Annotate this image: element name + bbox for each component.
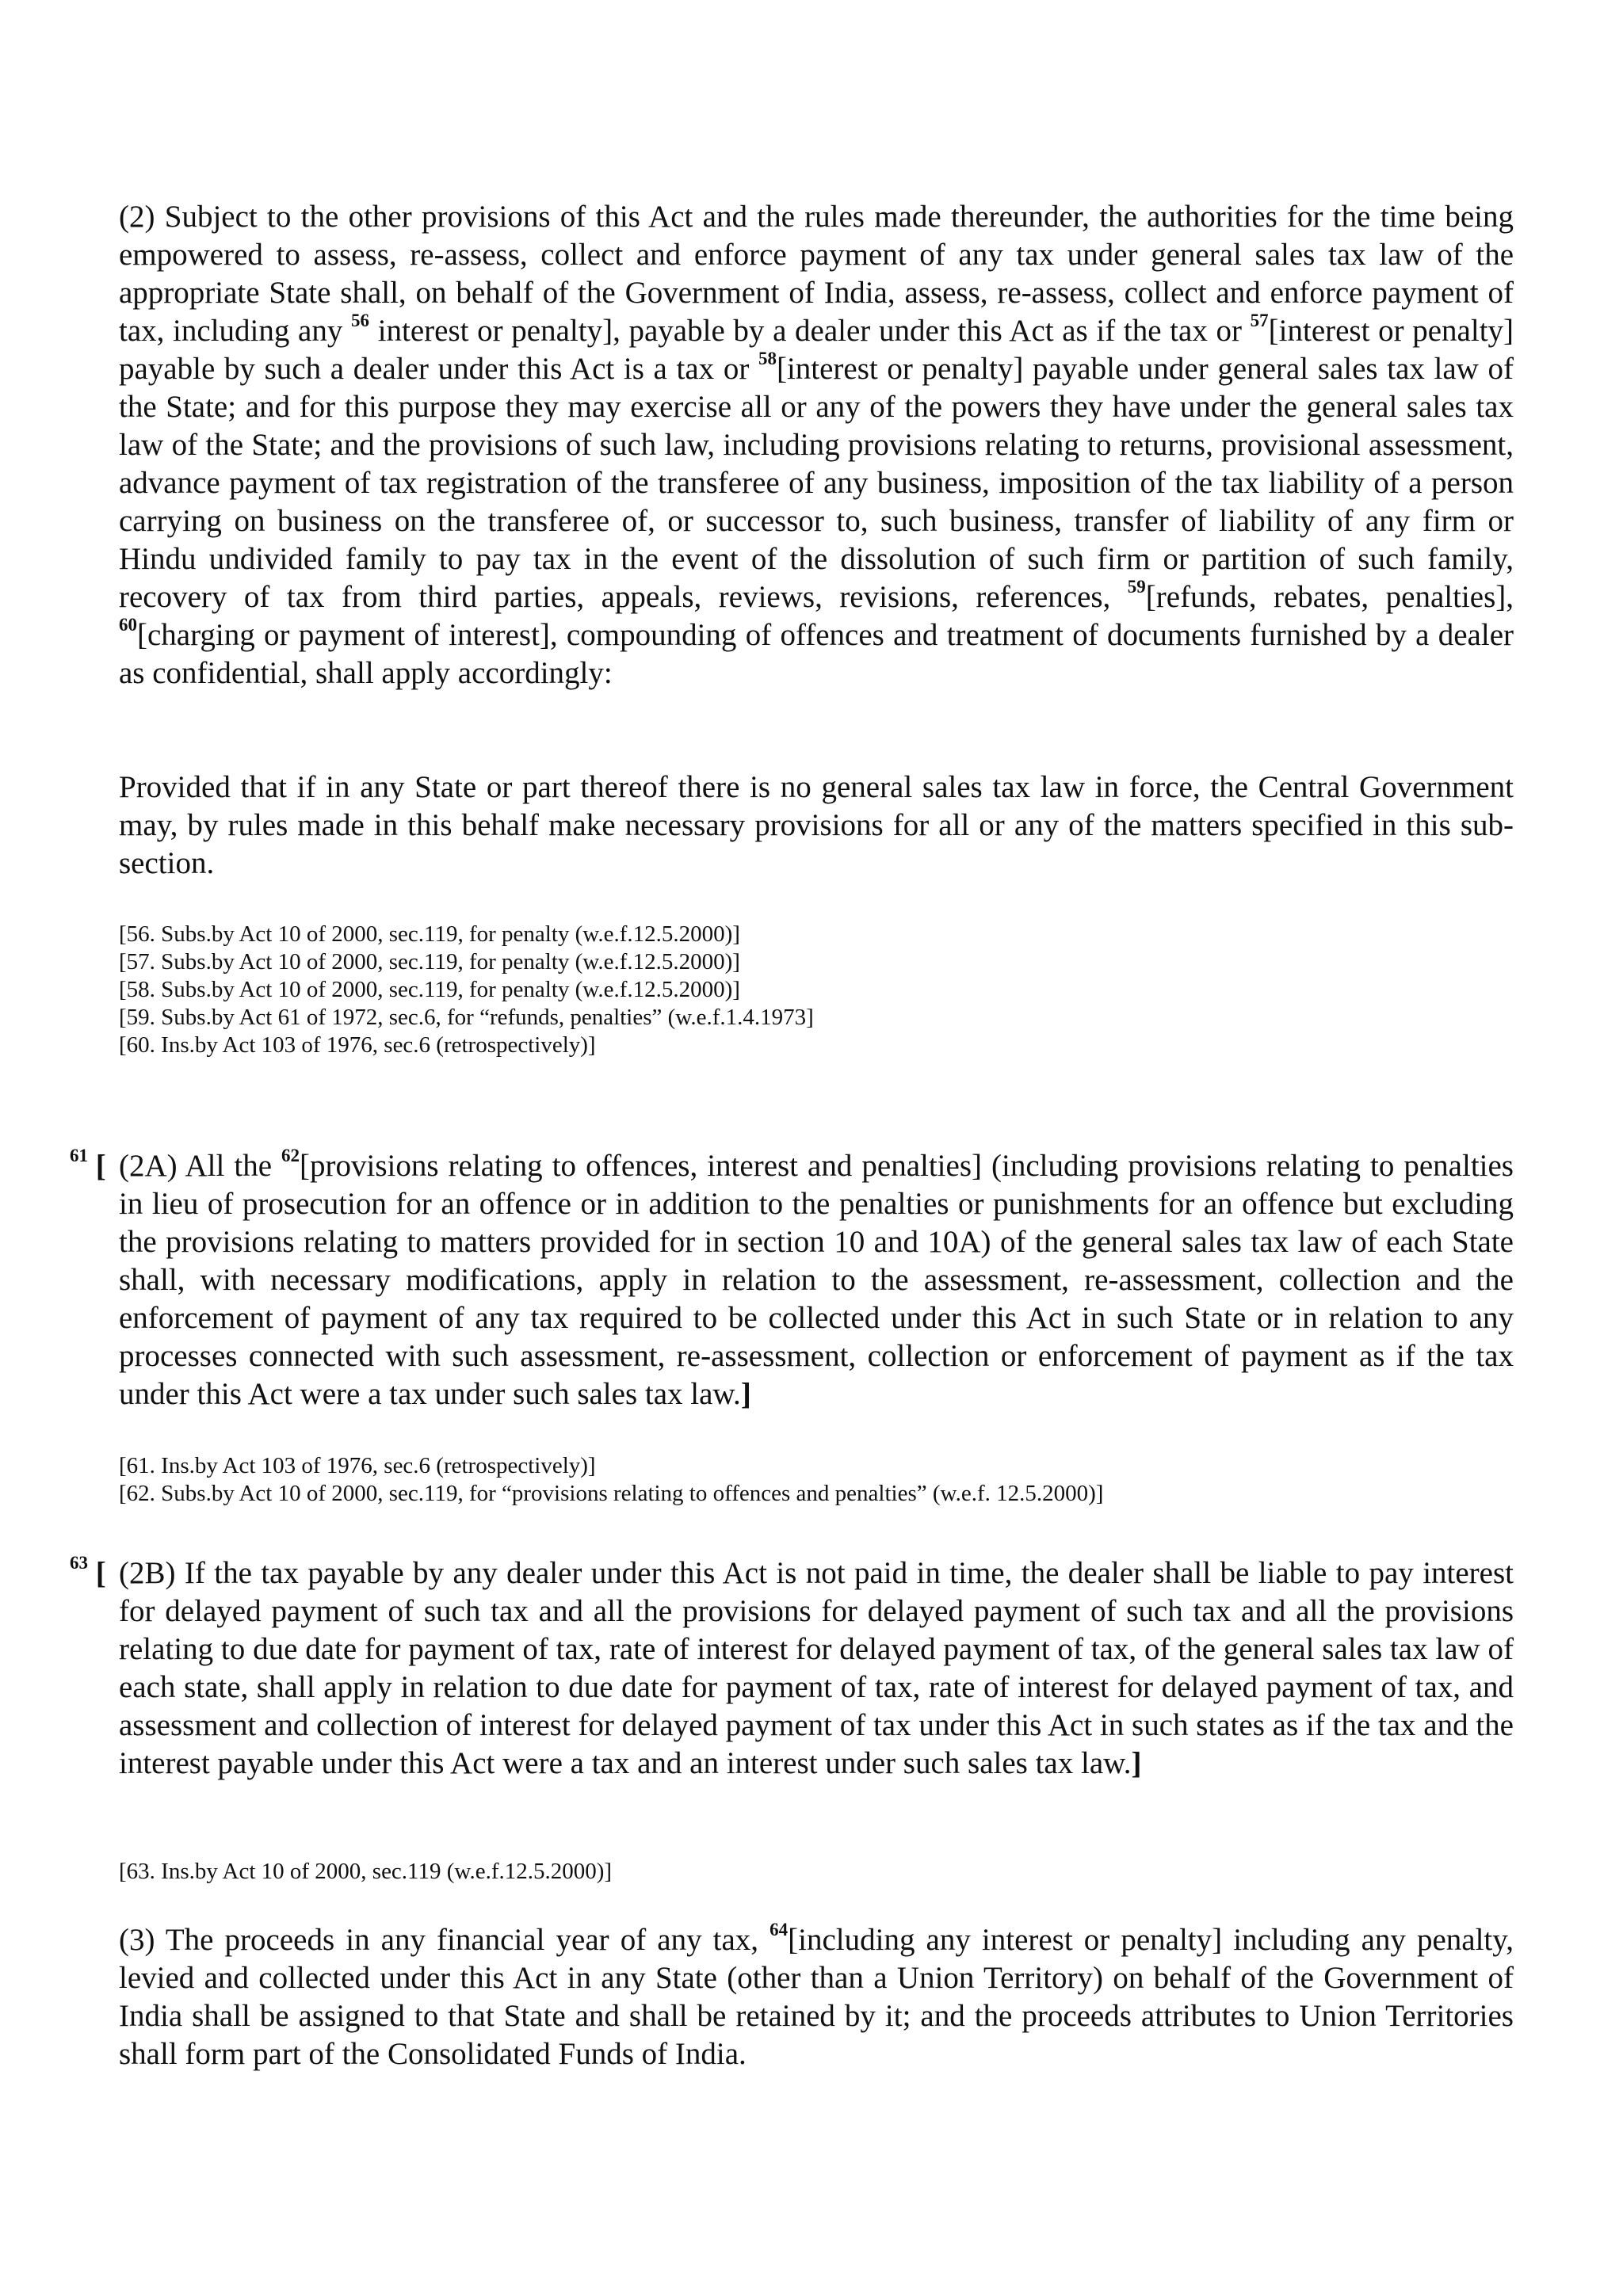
amendment-note: [60. Ins.by Act 103 of 1976, sec.6 (retrospectively)]: [119, 1032, 596, 1058]
amendment-note: [62. Subs.by Act 10 of 2000, sec.119, for “provisions relating to offences and penalties” (w.e.f. 12.5.2000)]: [119, 1481, 1104, 1506]
amendment-note: [56. Subs.by Act 10 of 2000, sec.119, for penalty (w.e.f.12.5.2000)]: [119, 921, 740, 947]
footnote-ref-63: 63: [70, 1553, 88, 1573]
subsection-2b-paragraph: (2B) If the tax payable by any dealer under this Act is not paid in time, the dealer shall be liable to pay interest for delayed payment of such tax and all the provisions for delayed payment of such tax and all the provisions relating to due date for payment of tax, rate of interest for delayed payment of tax, of the general sales tax law of each state, shall apply in relation to due date for payment of tax, rate of interest for delayed payment of tax, and assessment and collection of interest for delayed payment of tax under this Act in such states as if the tax and the interest payable under this Act were a tax and an interest under such sales tax law.]: [119, 1556, 1514, 1780]
proviso-paragraph: Provided that if in any State or part thereof there is no general sales tax law in force, the Central Government may, by rules made in this behalf make necessary provisions for all or any of the matters specified in this sub-section.: [119, 770, 1514, 880]
subsection-2a-marker: $^{61}$ [: [70, 1146, 106, 1183]
amendment-notes-56-60: [119, 921, 1514, 1059]
footnote-ref-62: 62: [281, 1146, 300, 1165]
amendment-note: [58. Subs.by Act 10 of 2000, sec.119, for penalty (w.e.f.12.5.2000)]: [119, 977, 740, 1002]
footnote-ref-57: 57: [1250, 311, 1269, 330]
amendment-note: [57. Subs.by Act 10 of 2000, sec.119, for penalty (w.e.f.12.5.2000)]: [119, 949, 740, 974]
subsection-2b-marker: $^{63}$ [: [70, 1553, 106, 1590]
subsection-2a-paragraph: (2A) All the $^{62}$[provisions relating to offences, interest and penalties] (including provisions relating to penalties in lieu of prosecution for an offence or in addition to the penalties or punishments for an offence but excluding the provisions relating to matters provided for in section 10 and 10A) of the general sales tax law of each State shall, with necessary modifications, apply in relation to the assessment, re-assessment, collection and the enforcement of payment of any tax required to be collected under this Act in such State or in relation to any processes connected with such assessment, re-assessment, collection or enforcement of payment as if the tax under this Act were a tax under such sales tax law.]: [119, 1146, 1514, 1411]
footnote-ref-61: 61: [70, 1146, 88, 1165]
amendment-note: [63. Ins.by Act 10 of 2000, sec.119 (w.e.f.12.5.2000)]: [119, 1859, 613, 1884]
footnote-ref-58: 58: [758, 349, 777, 368]
amendment-notes-63: [119, 1858, 1514, 1886]
footnote-ref-56: 56: [351, 311, 370, 330]
footnote-ref-60: 60: [119, 615, 137, 635]
amendment-notes-61-62: [119, 1452, 1514, 1508]
subsection-3-paragraph: (3) The proceeds in any financial year of any tax, $^{64}$[including any interest or penalty] including any penalty, levied and collected under this Act in any State (other than a Union Territory) on behalf of the Government of India shall be assigned to that State and shall be retained by it; and the proceeds attributes to Union Territories shall form part of the Consolidated Funds of India.: [119, 1920, 1514, 2071]
amendment-note: [61. Ins.by Act 103 of 1976, sec.6 (retrospectively)]: [119, 1453, 596, 1478]
amendment-note: [59. Subs.by Act 61 of 1972, sec.6, for “refunds, penalties” (w.e.f.1.4.1973]: [119, 1005, 814, 1030]
footnote-ref-59: 59: [1127, 577, 1146, 597]
subsection-2-paragraph: (2) Subject to the other provisions of this Act and the rules made thereunder, the authorities for the time being empowered to assess, re-assess, collect and enforce payment of any tax under general sales tax law of the appropriate State shall, on behalf of the Government of India, assess, re-assess, collect and enforce payment of tax, including any $^{56}$ interest or penalty], payable by a dealer under this Act as if the tax or $^{57}$[interest or penalty] payable by such a dealer under this Act is a tax or $^{58}$[interest or penalty] payable under general sales tax law of the State; and for this purpose they may exercise all or any of the powers they have under the general sales tax law of the State; and the provisions of such law, including provisions relating to returns, provisional assessment, advance payment of tax registration of the transferee of any business, imposition of the tax liability of a person carrying on business on the transferee of, or successor to, such business, transfer of liability of any firm or Hindu undivided family to pay tax in the event of the dissolution of such firm or partition of such family, recovery of tax from third parties, appeals, reviews, revisions, references, $^{59}$[refunds, rebates, penalties], $^{60}$[charging or payment of interest], compounding of offences and treatment of documents furnished by a dealer as confidential, shall apply accordingly:: [119, 200, 1514, 690]
footnote-ref-64: 64: [769, 1920, 789, 1939]
